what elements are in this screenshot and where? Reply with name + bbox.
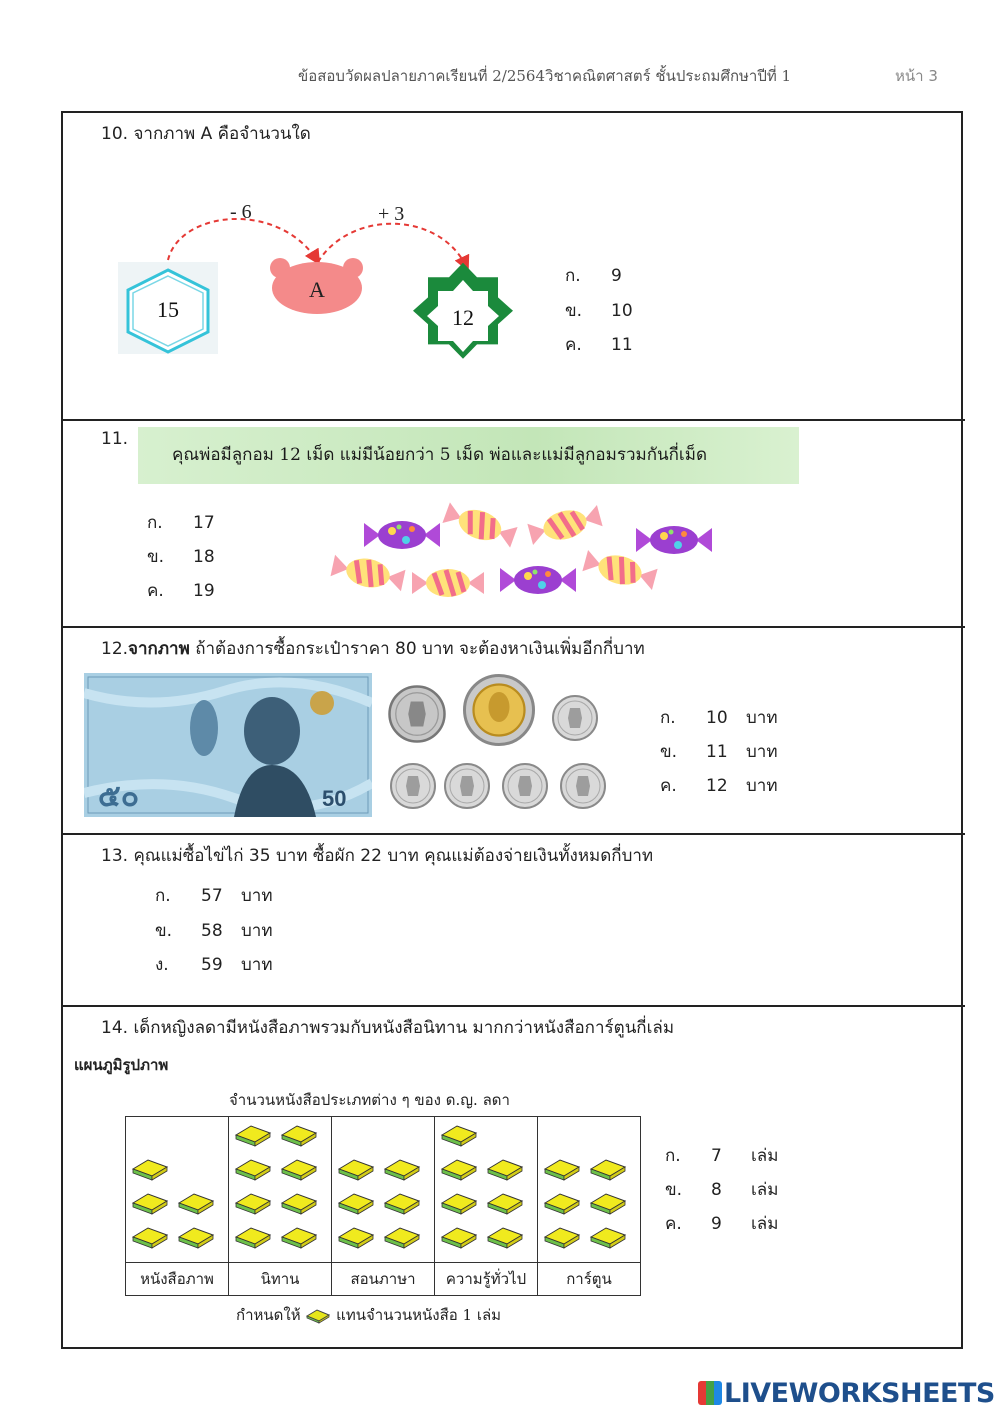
pictograph-book-icon: [542, 1191, 582, 1217]
pictograph-cell-2: [332, 1117, 435, 1263]
q13-option-a[interactable]: ก. 57 บาท: [155, 886, 273, 906]
pictograph-book-icon: [588, 1191, 628, 1217]
page-number: หน้า 3: [895, 67, 938, 85]
pictograph-book-icon: [233, 1123, 273, 1149]
q14-legend: [236, 1303, 501, 1327]
q12-question: [101, 635, 645, 662]
pictograph-book-icon: [279, 1191, 319, 1217]
pictograph-category-3: ความรู้ทั่วไป: [435, 1263, 538, 1296]
legend-book-icon: [305, 1308, 331, 1324]
pictograph-cell-1: [229, 1117, 332, 1263]
pictograph-book-icon: [588, 1157, 628, 1183]
q12-number: 12.: [101, 639, 129, 659]
pictograph-book-icon: [279, 1157, 319, 1183]
q10-option-b[interactable]: ข. 10: [565, 301, 633, 321]
q14-chart-label: แผนภูมิรูปภาพ: [74, 1056, 169, 1074]
q14-option-a[interactable]: ก. 7 เล่ม: [665, 1146, 779, 1166]
pictograph-book-icon: [439, 1123, 479, 1149]
pictograph-book-icon: [130, 1225, 170, 1251]
q10-arrow-plus: [318, 224, 467, 268]
q10-hexagon: [118, 262, 218, 354]
q10-bear-shape: [270, 258, 363, 314]
pictograph-book-icon: [382, 1191, 422, 1217]
pictograph-book-icon: [485, 1191, 525, 1217]
pictograph-book-icon: [382, 1157, 422, 1183]
liveworksheets-logo: LIVEWORKSHEETS: [698, 1378, 995, 1409]
q10-end-value: 12: [452, 305, 474, 330]
q10-op1: - 6: [230, 201, 252, 223]
q10-option-c[interactable]: ค. 11: [565, 335, 633, 355]
q12-option-a[interactable]: ก. 10 บาท: [660, 708, 778, 728]
coins-image: [385, 674, 615, 814]
banknote-value: 50: [322, 786, 347, 811]
q12-option-c[interactable]: ค. 12 บาท: [660, 776, 778, 796]
q14-question: 14. เด็กหญิงลดามีหนังสือภาพรวมกับหนังสือนิทาน มากกว่าหนังสือการ์ตูนกี่เล่ม: [101, 1018, 675, 1038]
pictograph-book-icon: [382, 1225, 422, 1251]
pictograph-book-icon: [485, 1157, 525, 1183]
divider-q11: [61, 419, 965, 421]
pictograph-book-icon: [485, 1225, 525, 1251]
pictograph-book-icon: [542, 1225, 582, 1251]
q14-chart-title: จำนวนหนังสือประเภทต่าง ๆ ของ ด.ญ. ลดา: [229, 1091, 510, 1109]
pictograph-book-icon: [439, 1225, 479, 1251]
q10-option-a[interactable]: ก. 9: [565, 266, 622, 286]
q10-start-value: 15: [157, 297, 179, 322]
q10-number-diagram: [110, 190, 530, 370]
logo-mark-icon: [698, 1381, 722, 1405]
pictograph-category-0: หนังสือภาพ: [126, 1263, 229, 1296]
pictograph-book-icon: [336, 1157, 376, 1183]
q13-question: 13. คุณแม่ซื้อไข่ไก่ 35 บาท ซื้อผัก 22 บาท คุณแม่ต้องจ่ายเงินทั้งหมดกี่บาท: [101, 846, 654, 866]
pictograph-book-icon: [130, 1191, 170, 1217]
q12-text: ถ้าต้องการซื้อกระเป๋าราคา 80 บาท จะต้องหาเงินเพิ่มอีกกี่บาท: [189, 639, 645, 659]
q11-number: 11.: [101, 429, 129, 449]
pictograph-book-icon: [233, 1225, 273, 1251]
divider-q12: [61, 626, 965, 628]
q11-question-banner: คุณพ่อมีลูกอม 12 เม็ด แม่มีน้อยกว่า 5 เม็ด พ่อและแม่มีลูกอมรวมกันกี่เม็ด: [138, 427, 799, 484]
pictograph-book-icon: [588, 1225, 628, 1251]
divider-q14: [61, 1005, 965, 1007]
q10-question: 10. จากภาพ A คือจำนวนใด: [101, 124, 311, 144]
q10-arrow-minus: [168, 219, 318, 262]
legend-prefix: กำหนดให้: [236, 1306, 301, 1324]
pictograph-book-icon: [336, 1225, 376, 1251]
pictograph-category-1: นิทาน: [229, 1263, 332, 1296]
q14-option-b[interactable]: ข. 8 เล่ม: [665, 1180, 779, 1200]
q11-option-b[interactable]: ข. 18: [147, 547, 215, 567]
pictograph-cell-0: [126, 1117, 229, 1263]
pictograph-book-icon: [279, 1123, 319, 1149]
pictograph-book-icon: [233, 1191, 273, 1217]
pictograph-book-icon: [176, 1191, 216, 1217]
divider-q13: [61, 833, 965, 835]
pictograph-category-2: สอนภาษา: [332, 1263, 435, 1296]
q14-option-c[interactable]: ค. 9 เล่ม: [665, 1214, 779, 1234]
q10-op2: + 3: [378, 203, 405, 225]
pictograph-book-icon: [439, 1157, 479, 1183]
pictograph-category-4: การ์ตูน: [538, 1263, 641, 1296]
q10-star: [413, 263, 513, 359]
pictograph-book-icon: [130, 1157, 170, 1183]
q11-option-a[interactable]: ก. 17: [147, 513, 215, 533]
q11-candies-image: [330, 495, 720, 605]
q13-option-c[interactable]: ง. 59 บาท: [155, 955, 273, 975]
pictograph-table: [125, 1116, 641, 1296]
pictograph-cell-3: [435, 1117, 538, 1263]
exam-header-title: ข้อสอบวัดผลปลายภาคเรียนที่ 2/2564วิชาคณิตศาสตร์ ชั้นประถมศึกษาปีที่ 1: [298, 67, 792, 85]
q13-option-b[interactable]: ข. 58 บาท: [155, 921, 273, 941]
pictograph-book-icon: [176, 1225, 216, 1251]
q10-unknown-value: A: [309, 277, 325, 302]
pictograph-book-icon: [233, 1157, 273, 1183]
legend-suffix: แทนจำนวนหนังสือ 1 เล่ม: [336, 1306, 502, 1324]
pictograph-book-icon: [336, 1191, 376, 1217]
pictograph-book-icon: [279, 1225, 319, 1251]
q12-option-b[interactable]: ข. 11 บาท: [660, 742, 778, 762]
banknote-thai-value: ๕๐: [98, 779, 140, 814]
q12-bold: จากภาพ: [128, 639, 190, 659]
pictograph-book-icon: [439, 1191, 479, 1217]
pictograph-cell-4: [538, 1117, 641, 1263]
q11-option-c[interactable]: ค. 19: [147, 581, 215, 601]
banknote-50-image: [84, 673, 372, 817]
pictograph-book-icon: [542, 1157, 582, 1183]
